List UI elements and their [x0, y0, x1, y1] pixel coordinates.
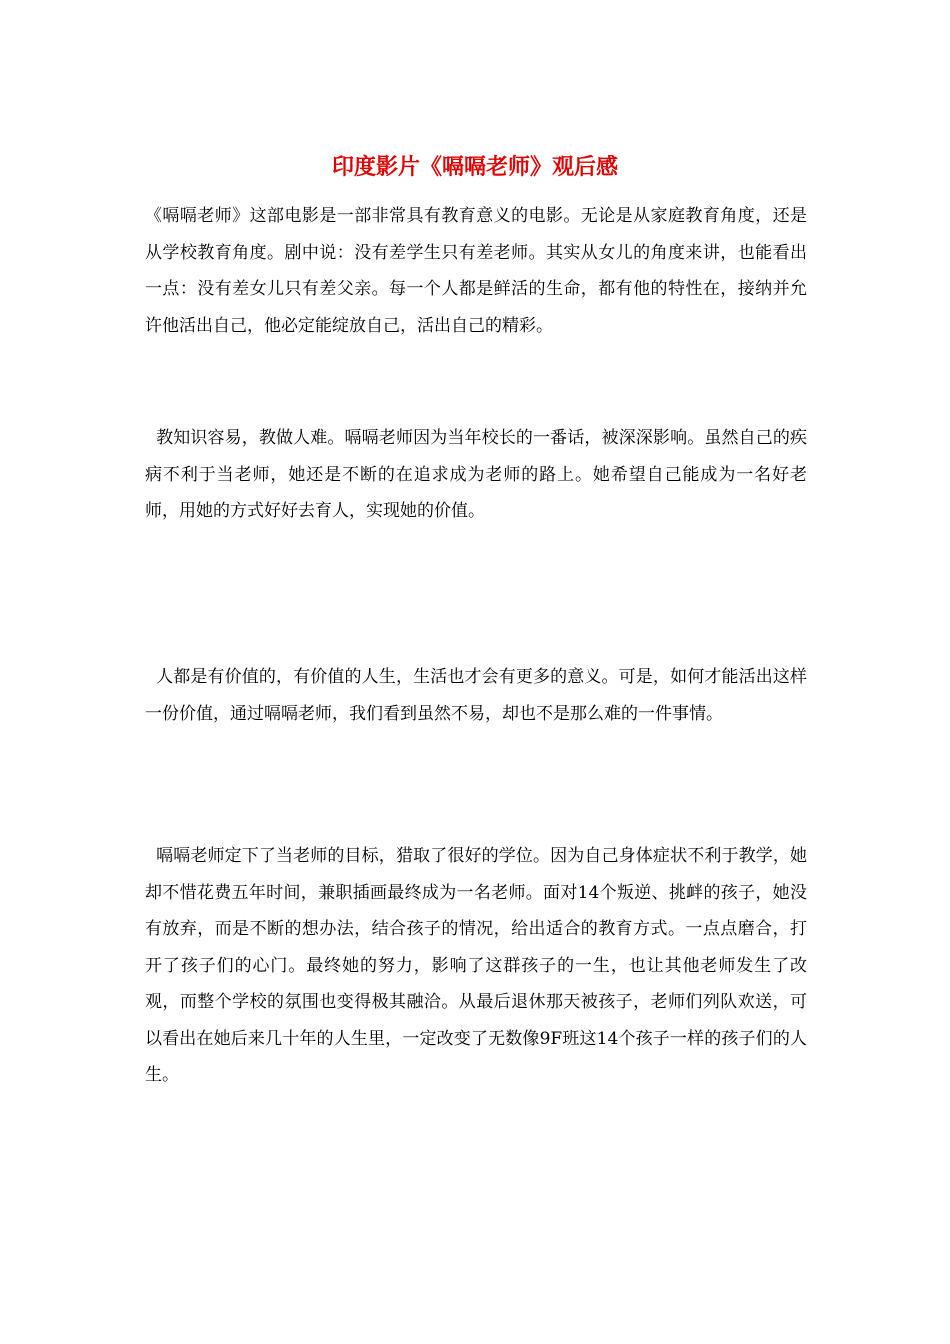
paragraph-2: 教知识容易，教做人难。嗝嗝老师因为当年校长的一番话，被深深影响。虽然自己的疾病不利于当老师，她还是不断的在追求成为老师的路上。她希望自己能成为一名好老师，用她的方式好好去育人，实现她的价值。 [145, 428, 807, 521]
paragraph-4: 嗝嗝老师定下了当老师的目标，猎取了很好的学位。因为自己身体症状不利于教学，她却不惜花费五年时间，兼职插画最终成为一名老师。面对14个叛逆、挑衅的孩子，她没有放弃，而是不断的想办法，结合孩子的情况，给出适合的教育方式。一点点磨合，打开了孩子们的心门。最终她的努力，影响了这群孩子的一生，也让其他老师发生了改观，而整个学校的氛围也变得极其融洽。从最后退休那天被孩子，老师们列队欢送，可以看出在她后来几十年的人生里，一定改变了无数像9F班这14个孩子一样的孩子们的人生。 [145, 846, 807, 1085]
paragraph-1: 《嗝嗝老师》这部电影是一部非常具有教育意义的电影。无论是从家庭教育角度，还是从学校教育角度。剧中说：没有差学生只有差老师。其实从女儿的角度来讲，也能看出一点：没有差女儿只有差父亲。每一个人都是鲜活的生命，都有他的特性在，接纳并允许他活出自己，他必定能绽放自己，活出自己的精彩。 [145, 206, 807, 336]
paragraph-3: 人都是有价值的，有价值的人生，生活也才会有更多的意义。可是，如何才能活出这样一份价值，通过嗝嗝老师，我们看到虽然不易，却也不是那么难的一件事情。 [145, 667, 807, 724]
document-title: 印度影片《嗝嗝老师》观后感 [331, 154, 618, 180]
